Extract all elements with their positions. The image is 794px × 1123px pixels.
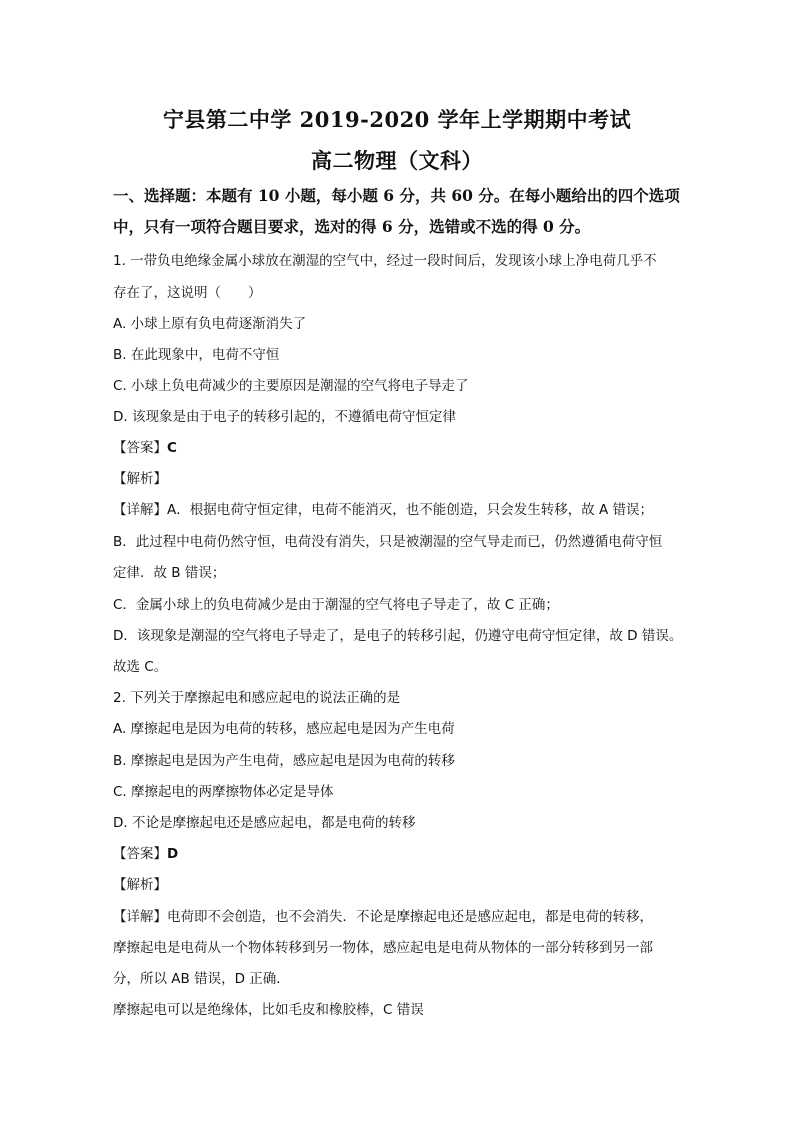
q1-option-a: A. 小球上原有负电荷逐渐消失了 bbox=[113, 316, 307, 332]
q1-option-c: C. 小球上负电荷减少的主要原因是潮湿的空气将电子导走了 bbox=[113, 378, 469, 394]
q1-detail-line-2: B．此过程中电荷仍然守恒，电荷没有消失，只是被潮湿的空气导走而已，仍然遵循电荷守恒 bbox=[113, 534, 663, 550]
q2-answer-tag: 【答案】 bbox=[113, 846, 167, 862]
q1-detail-line-4: C．金属小球上的负电荷减少是由于潮湿的空气将电子导走了，故 C 正确； bbox=[113, 597, 559, 613]
exam-title: 宁县第二中学 2019-2020 学年上学期期中考试 bbox=[162, 107, 632, 132]
q2-detail-line-2: 摩擦起电是电荷从一个物体转移到另一物体，感应起电是电荷从物体的一部分转移到另一部 bbox=[113, 940, 653, 956]
exam-subtitle: 高二物理（文科） bbox=[311, 148, 483, 173]
q2-option-d: D. 不论是摩擦起电还是感应起电，都是电荷的转移 bbox=[113, 815, 416, 831]
q2-answer bbox=[113, 842, 693, 862]
q1-answer bbox=[113, 436, 693, 456]
q1-stem-line-2: 存在了，这说明（ ） bbox=[113, 285, 262, 301]
section-heading bbox=[113, 180, 693, 242]
section-heading-line-2: 中，只有一项符合题目要求，选对的得 6 分，选错或不选的得 0 分。 bbox=[113, 217, 591, 236]
section-heading-line-1: 一、选择题：本题有 10 小题，每小题 6 分，共 60 分。在每小题给出的四个选项 bbox=[113, 186, 680, 205]
q1-detail-line-1: 【详解】A．根据电荷守恒定律，电荷不能消灭，也不能创造，只会发生转移，故 A 错误； bbox=[113, 502, 654, 518]
q2-stem: 2. 下列关于摩擦起电和感应起电的说法正确的是 bbox=[113, 690, 401, 706]
q2-detail-line-1: 【详解】电荷即不会创造，也不会消失．不论是摩擦起电还是感应起电，都是电荷的转移， bbox=[113, 909, 653, 925]
q1-answer-value: C bbox=[167, 440, 177, 456]
q1-option-b: B. 在此现象中，电荷不守恒 bbox=[113, 347, 280, 363]
q1-answer-tag: 【答案】 bbox=[113, 440, 167, 456]
q1-detail-line-5: D．该现象是潮湿的空气将电子导走了，是电子的转移引起，仍遵守电荷守恒定律，故 D 错误。 bbox=[113, 628, 683, 644]
q1-detail-line-3: 定律．故 B 错误； bbox=[113, 565, 226, 581]
q2-answer-value: D bbox=[167, 846, 179, 862]
q2-option-a: A. 摩擦起电是因为电荷的转移，感应起电是因为产生电荷 bbox=[113, 721, 455, 737]
q2-detail-line-4: 摩擦起电可以是绝缘体，比如毛皮和橡胶棒，C 错误 bbox=[113, 1002, 424, 1018]
q2-detail-line-3: 分，所以 AB 错误，D 正确． bbox=[113, 971, 290, 987]
q2-analysis-tag: 【解析】 bbox=[113, 877, 167, 893]
q1-analysis-tag: 【解析】 bbox=[113, 471, 167, 487]
q1-option-d: D. 该现象是由于电子的转移引起的，不遵循电荷守恒定律 bbox=[113, 409, 456, 425]
q1-detail-line-6: 故选 C。 bbox=[113, 659, 168, 675]
q1-stem-line-1: 1. 一带负电绝缘金属小球放在潮湿的空气中，经过一段时间后，发现该小球上净电荷几乎不 bbox=[113, 253, 657, 269]
q2-option-c: C. 摩擦起电的两摩擦物体必定是导体 bbox=[113, 784, 334, 800]
q2-option-b: B. 摩擦起电是因为产生电荷，感应起电是因为电荷的转移 bbox=[113, 753, 455, 769]
